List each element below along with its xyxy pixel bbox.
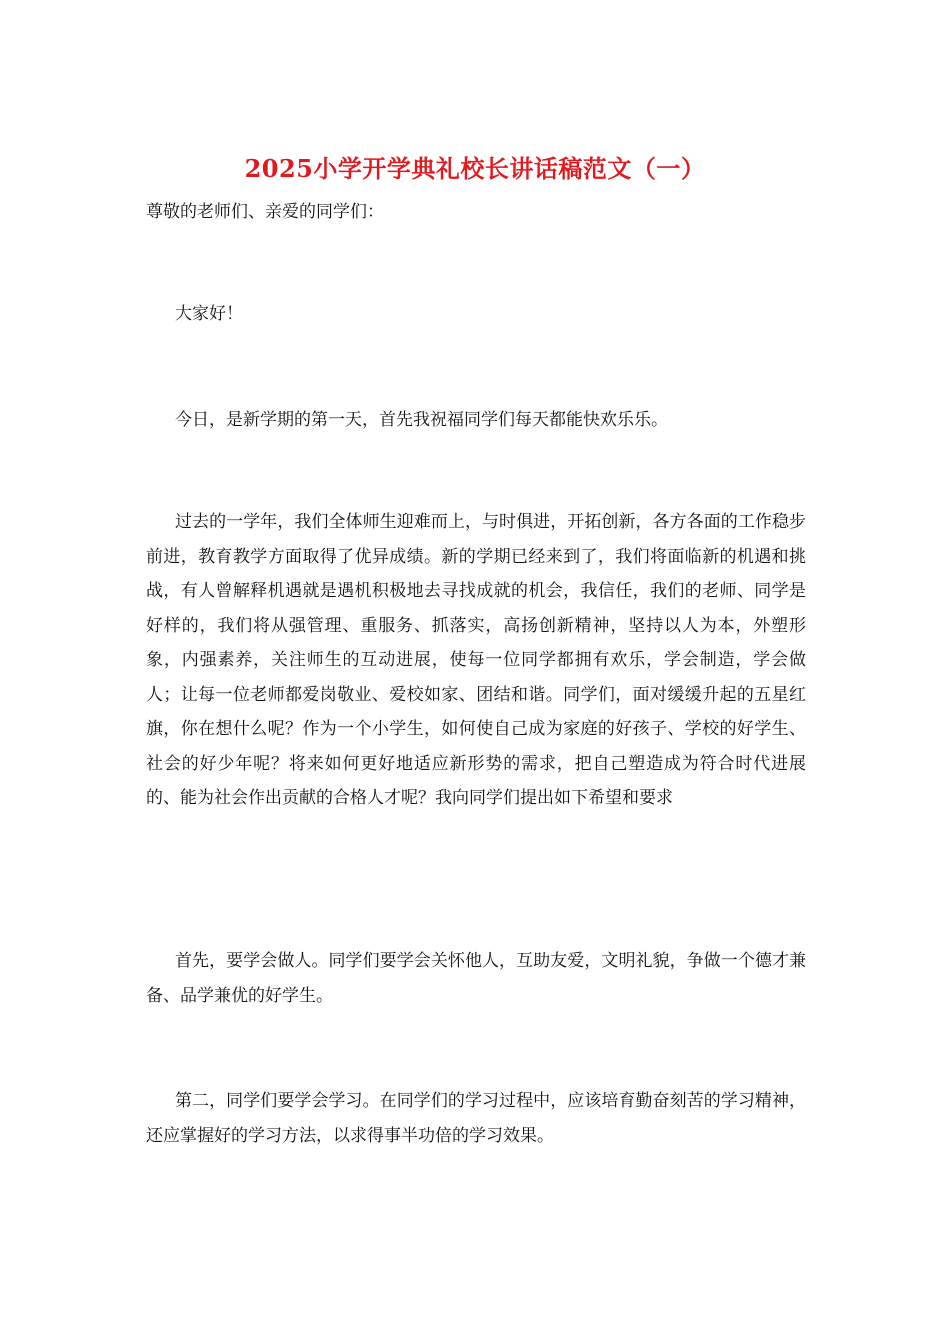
paragraph-second-point: 第二，同学们要学会学习。在同学们的学习过程中，应该培育勤奋刻苦的学习精神，还应掌握好的学习方法，以求得事半功倍的学习效果。: [146, 1091, 806, 1146]
paragraph-greeting: 大家好！: [175, 304, 243, 324]
salutation: 尊敬的老师们、亲爱的同学们：: [146, 202, 384, 222]
paragraph-review: 过去的一学年，我们全体师生迎难而上，与时俱进，开拓创新，各方各面的工作稳步前进，教育教学方面取得了优异成绩。新的学期已经来到了，我们将面临新的机遇和挑战，有人曾解释机遇就是遇机积极地去寻找成就的机会，我信任，我们的老师、同学是好样的，我们将从强管理、重服务、抓落实，高扬创新精神，坚持以人为本，外塑形象，内强素养，关注师生的互动进展，使每一位同学都拥有欢乐，学会制造，学会做人；让每一位老师都爱岗敬业、爱校如家、团结和谐。同学们，面对缓缓升起的五星红旗，你在想什么呢？作为一个小学生，如何使自己成为家庭的好孩子、学校的好学生、社会的好少年呢？将来如何更好地适应新形势的需求，把自己塑造成为符合时代进展的、能为社会作出贡献的合格人才呢？我向同学们提出如下希望和要求: [146, 512, 806, 808]
paragraph-first-point: 首先，要学会做人。同学们要学会关怀他人，互助友爱，文明礼貌，争做一个德才兼备、品学兼优的好学生。: [146, 951, 806, 1006]
document-title: 2025小学开学典礼校长讲话稿范文（一）: [244, 154, 706, 183]
paragraph-opening: 今日，是新学期的第一天，首先我祝福同学们每天都能快欢乐乐。: [175, 410, 668, 430]
